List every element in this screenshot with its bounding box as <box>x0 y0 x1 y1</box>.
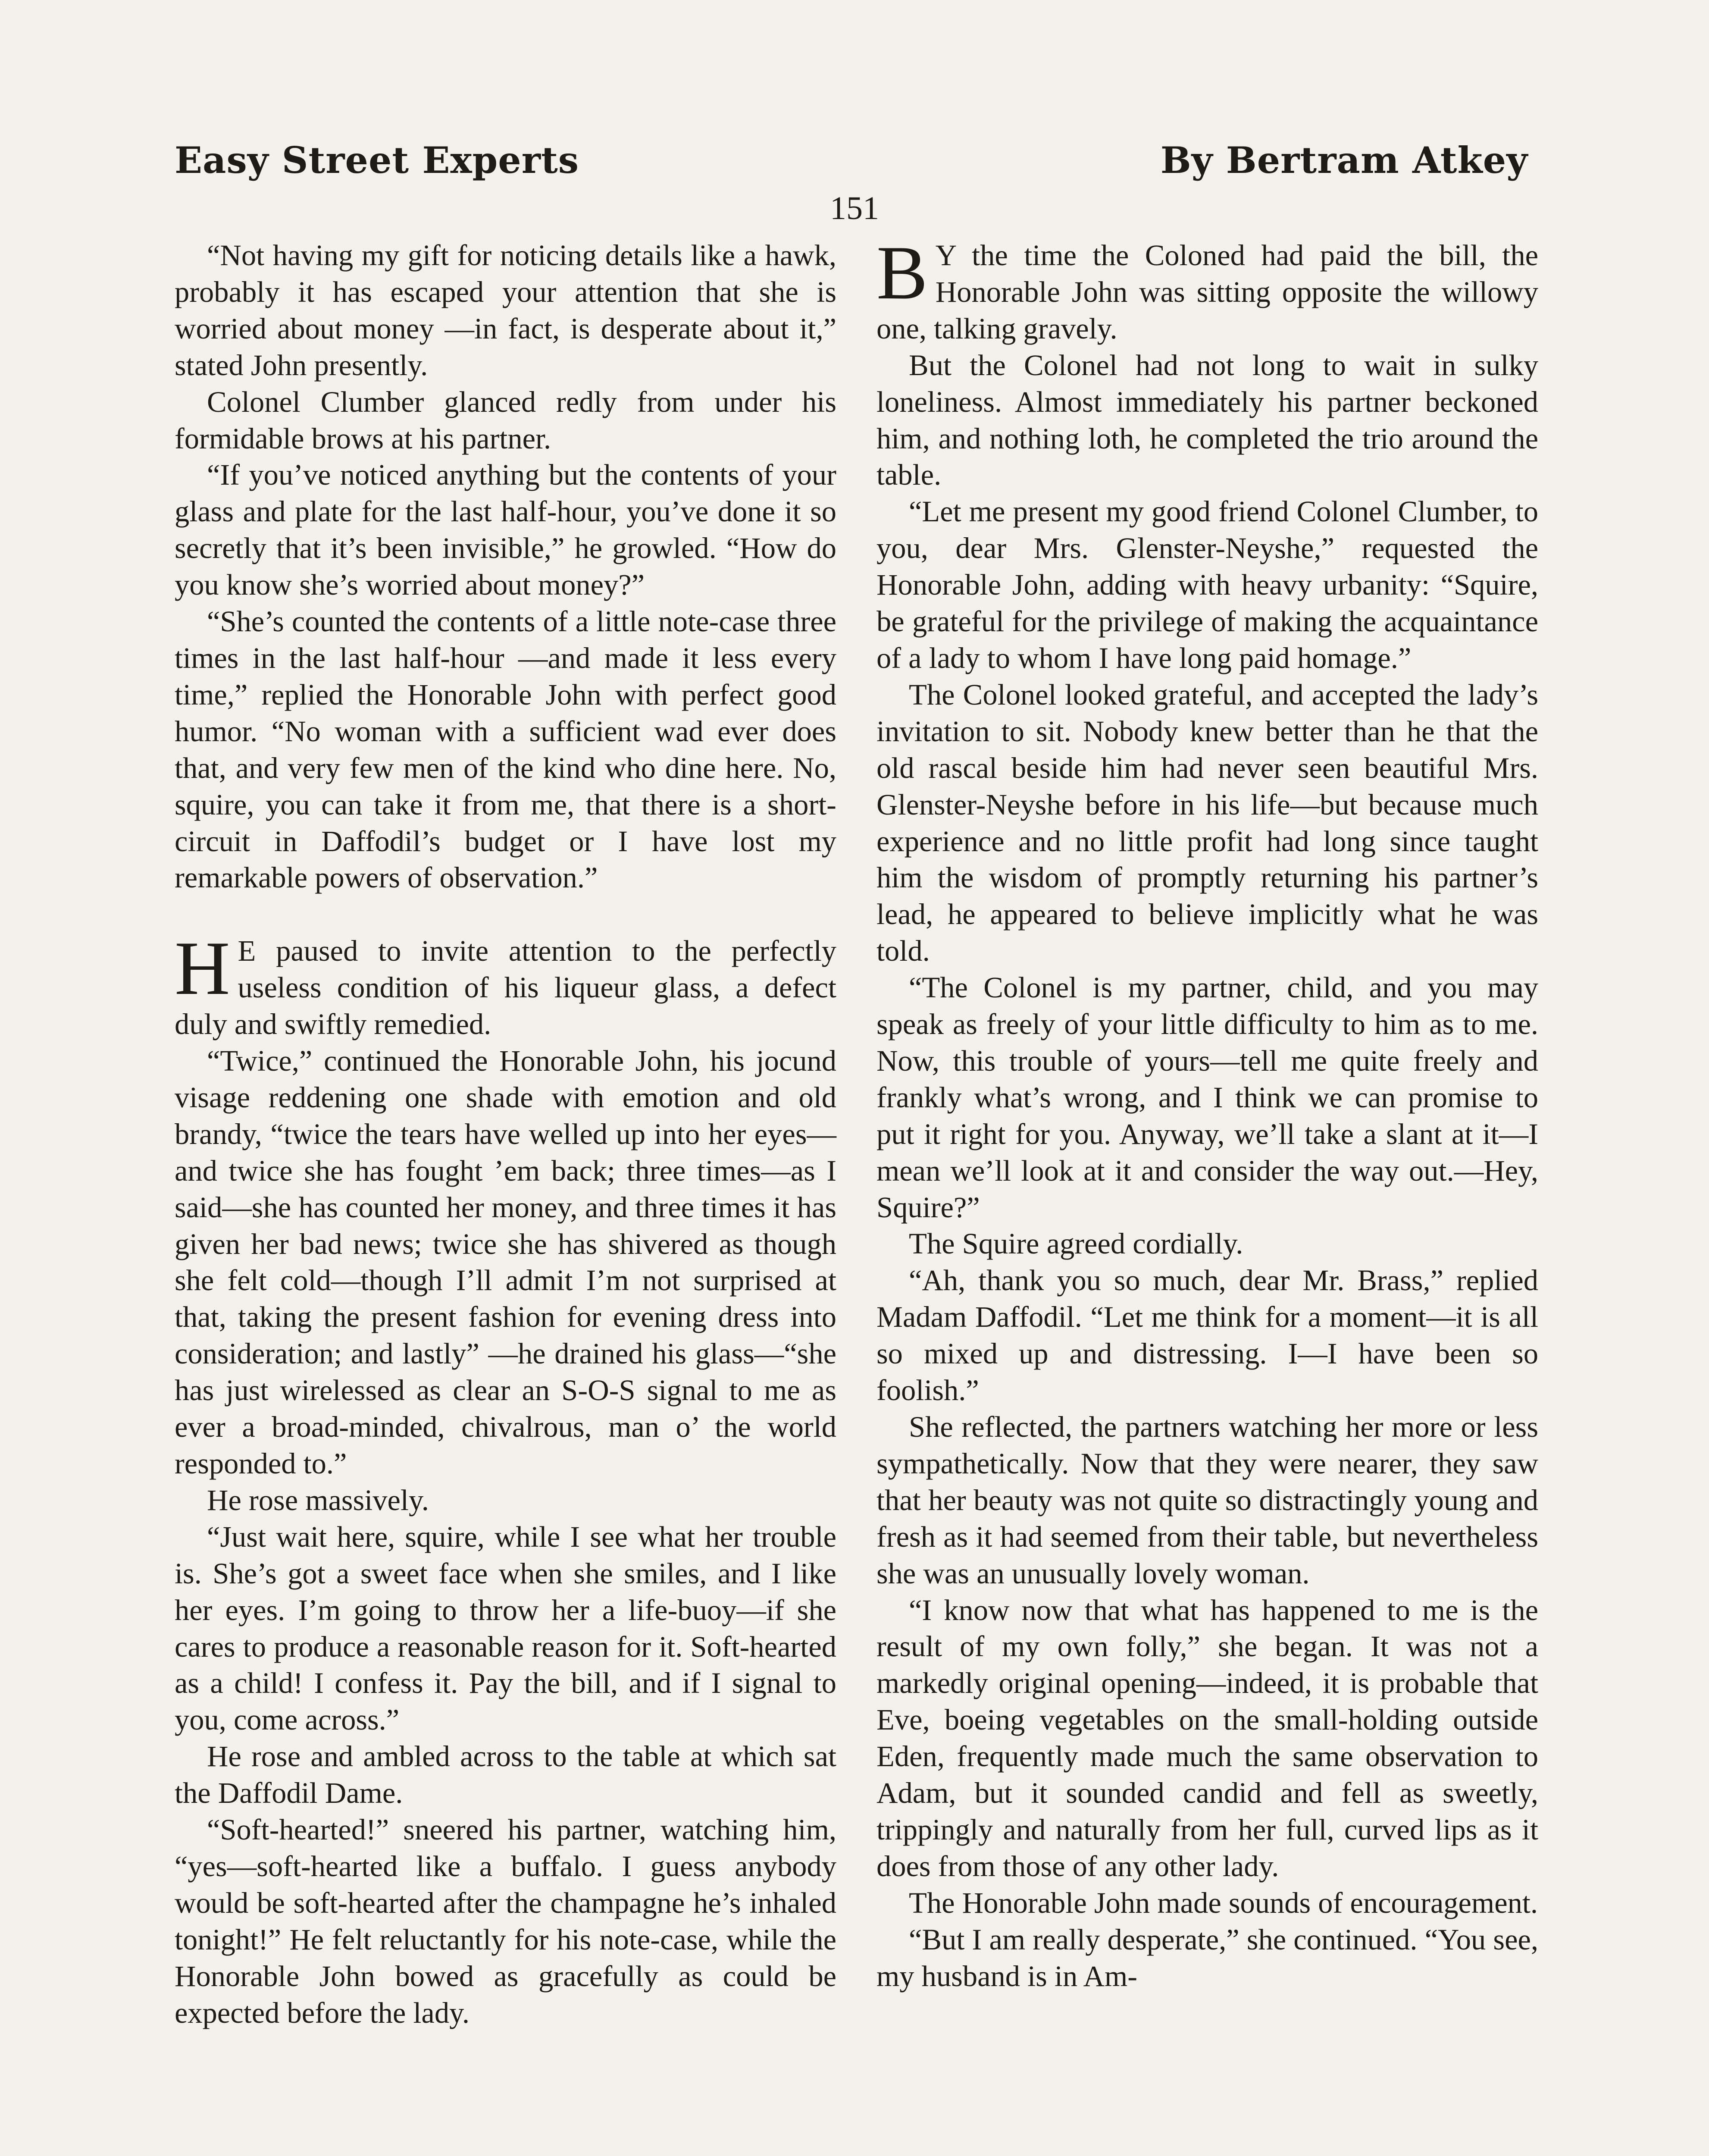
running-author: By Bertram Atkey <box>1160 139 1528 182</box>
drop-cap: H <box>175 925 230 1011</box>
running-title: Easy Street Experts <box>175 139 579 182</box>
paragraph-text: E paused to invite attention to the perfectly useless condition of his liqueur glass, a defect duly and swiftly remedied. <box>175 934 836 1041</box>
paragraph: She reflected, the partners watching her more or less sympathetically. Now that they were nearer, they saw that her beauty was not quite so distractingly young and fresh as it had seemed from their table, but nevertheless she was an unusually lovely woman. <box>876 1410 1538 1590</box>
paragraph: “Let me present my good friend Colonel Clumber, to you, dear Mrs. Glenster-Neyshe,” requested the Honorable John, adding with heavy urbanity: “Squire, be grateful for the privilege of making the acquaintance of a lady to whom I have long paid homage.” <box>876 495 1538 674</box>
paragraph: “If you’ve noticed anything but the contents of your glass and plate for the last half-hour, you’ve done it so secretly that it’s been invisible,” he growled. “How do you know she’s worried about money?” <box>175 458 836 602</box>
left-column <box>175 237 836 2031</box>
paragraph: “Not having my gift for noticing details like a hawk, probably it has escaped your attention that she is worried about money —in fact, is desperate about it,” stated John presently. <box>175 239 836 382</box>
right-column <box>876 230 1538 1995</box>
paragraph: He rose massively. <box>207 1483 429 1517</box>
paragraph: “She’s counted the contents of a little note-case three times in the last half-hour —and made it less every time,” replied the Honorable John with perfect good humor. “No woman with a sufficient wad ever does that, and very few men of the kind who dine here. No, squire, you can take it from me, that there is a short-circuit in Daffodil’s budget or I have lost my remarkable powers of observation.” <box>175 605 836 894</box>
paragraph: He rose and ambled across to the table at which sat the Daffodil Dame. <box>175 1740 836 1810</box>
paragraph: The Squire agreed cordially. <box>909 1227 1243 1260</box>
drop-cap: B <box>876 230 928 315</box>
page-number: 151 <box>830 190 879 226</box>
paragraph: But the Colonel had not long to wait in sulky loneliness. Almost immediately his partner beckoned him, and nothing loth, he completed the trio around the table. <box>876 348 1538 492</box>
paragraph: “Ah, thank you so much, dear Mr. Brass,” replied Madam Daffodil. “Let me think for a moment—it is all so mixed up and distressing. I—I have been so foolish.” <box>876 1264 1538 1407</box>
paragraph: Colonel Clumber glanced redly from under his formidable brows at his partner. <box>175 385 836 455</box>
paragraph: “The Colonel is my partner, child, and you may speak as freely of your little difficulty to him as to me. Now, this trouble of yours—tell me quite freely and frankly what’s wrong, and I think we can promise to put it right for you. Anyway, we’ll take a slant at it—I mean we’ll look at it and consider the way out.—Hey, Squire?” <box>876 971 1538 1224</box>
paragraph-dropcap <box>876 230 1538 347</box>
paragraph: The Honorable John made sounds of encouragement. <box>909 1886 1538 1919</box>
paragraph: “But I am really desperate,” she continued. “You see, my husband is in Am- <box>876 1923 1538 1993</box>
paragraph: “I know now that what has happened to me is the result of my own folly,” she began. It was not a markedly original opening—indeed, it is probable that Eve, boeing vegetables on the small-holding outside Eden, frequently made much the same observation to Adam, but it sounded candid and fell as sweetly, trippingly and naturally from her full, curved lips as it does from those of any other lady. <box>876 1593 1538 1883</box>
paragraph: “Soft-hearted!” sneered his partner, watching him, “yes—soft-hearted like a buffalo. I guess anybody would be soft-hearted after the champagne he’s inhaled tonight!” He felt reluctantly for his note-case, while the Honorable John bowed as gracefully as could be expected before the lady. <box>175 1813 836 2029</box>
paragraph: “Just wait here, squire, while I see what her trouble is. She’s got a sweet face when she smiles, and I like her eyes. I’m going to throw her a life-buoy—if she cares to produce a reasonable reason for it. Soft-hearted as a child! I confess it. Pay the bill, and if I signal to you, come across.” <box>175 1520 836 1736</box>
paragraph: The Colonel looked grateful, and accepted the lady’s invitation to sit. Nobody knew better than he that the old rascal beside him had never seen beautiful Mrs. Glenster-Neyshe before in his life—but because much experience and no little profit had long since taught him the wisdom of promptly returning his partner’s lead, he appeared to believe implicitly what he was told. <box>876 678 1538 968</box>
paragraph: “Twice,” continued the Honorable John, his jocund visage reddening one shade with emotion and old brandy, “twice the tears have welled up into her eyes—and twice she has fought ’em back; three times—as I said—she has counted her money, and three times it has given her bad news; twice she has shivered as though she felt cold—though I’ll admit I’m not surprised at that, taking the present fashion for evening dress into consideration; and lastly” —he drained his glass—“she has just wirelessed as clear an S-O-S signal to me as ever a broad-minded, chivalrous, man o’ the world responded to.” <box>175 1044 836 1480</box>
paragraph-dropcap <box>175 925 836 1043</box>
paragraph-text: Y the time the Coloned had paid the bill, the Honorable John was sitting opposite the willowy one, talking gravely. <box>876 239 1538 345</box>
